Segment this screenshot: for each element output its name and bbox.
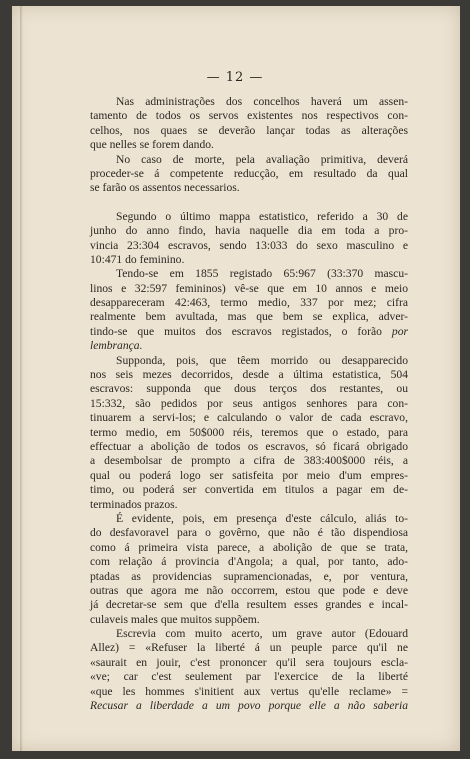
page-number: — 12 — xyxy=(206,70,264,85)
text-line: Supponda, pois, que têem morrido ou desapparecido xyxy=(116,353,408,367)
text-line: nos seis mezes decorridos, desde a última estatistica, 504 xyxy=(90,368,408,382)
text-line: realmente bem avultada, mas que bem se explica, adver- xyxy=(90,310,408,324)
text-line: com relação á provincia d'Angola; a qual, por tanto, ado- xyxy=(90,555,408,569)
text-line: desappareceram 42:463, termo medio, 337 por mez; cifra xyxy=(90,296,408,310)
text-line: Escrevia com muito acerto, um grave autor (Edouard xyxy=(116,627,408,641)
text-line: tamento de todos os servos existentes nos respectivos con- xyxy=(90,109,408,123)
text-line: ptadas as providencias supramencionadas, e, por ventura, xyxy=(90,569,408,583)
paragraph xyxy=(90,512,408,627)
text-line: proceder-se á competente reducção, em resultado da qual xyxy=(90,166,408,180)
text-line: outras que agora me não occorrem, estou que pode e deve xyxy=(90,583,408,597)
text-line: No caso de morte, pela avaliação primitiva, deverá xyxy=(116,152,408,166)
text-line: «ve; car c'est seulement par l'exercice de la liberté xyxy=(90,670,408,684)
text-line: terminados prazos. xyxy=(90,497,178,511)
text-line: É evidente, pois, em presença d'este cálculo, aliás to- xyxy=(116,511,408,525)
paragraph-gap xyxy=(90,196,408,210)
text-line: culaveis males que muitos suppõem. xyxy=(90,612,260,626)
paragraph xyxy=(90,627,408,713)
paragraph xyxy=(90,267,408,353)
page-body-text xyxy=(90,95,408,713)
text-line: 10:471 do feminino. xyxy=(90,252,185,266)
paragraph xyxy=(90,354,408,512)
text-line: termo medio, em 50$000 réis, teremos que o estado, para xyxy=(90,425,408,439)
text-line: «que les hommes s'initient aux vertus qu'elle reclame» = xyxy=(90,684,408,698)
text-line: como á primeira vista parece, a abolição de que se trata, xyxy=(90,540,408,554)
text-line: effectuar a abolição de todos os escravos, só ficará obrigado xyxy=(90,439,408,453)
text-line: a desembolsar de prompto a cifra de 383:400$000 réis, a xyxy=(90,454,408,468)
text-line: linos e 32:597 femininos) vê-se que em 10 annos e meio xyxy=(90,281,408,295)
text-line: celhos, nos quaes se deverão lançar todas as alterações xyxy=(90,123,408,137)
text-line: Nas administrações dos concelhos haverá um assen- xyxy=(116,95,408,108)
paragraph xyxy=(90,153,408,196)
text-line: junho do anno findo, havia naquelle dia em toda a pro- xyxy=(90,224,408,238)
italic-text: Recusar a liberdade a um povo porque elle a não saberia xyxy=(90,699,408,713)
text-line: qual ou poderá logo ser satisfeita por meio d'um empres- xyxy=(90,468,408,482)
paragraph xyxy=(90,95,408,153)
text-line: 15:332, são pedidos por seus antigos senhores para con- xyxy=(90,396,408,410)
text-line: tinuarem a servi-los; e calculando o valor de cada escravo, xyxy=(90,411,408,425)
paragraph xyxy=(90,210,408,268)
text-line: vincia 23:304 escravos, sendo 13:033 do sexo masculino e xyxy=(90,238,408,252)
text-line xyxy=(90,339,408,353)
text-line: tindo-se que muitos dos escravos registados, o forão por xyxy=(90,324,408,338)
page-fold-shadow xyxy=(20,6,23,751)
text-line: que nelles se forem dando. xyxy=(90,138,214,152)
text-line: timo, ou poderá ser convertida em titulos a pagar em de- xyxy=(90,483,408,497)
text-line: Segundo o último mappa estatistico, referido a 30 de xyxy=(116,209,408,223)
text-line: já decretar-se sem que d'ella resultem esses grandes e incal- xyxy=(90,598,408,612)
text-line: escravos: supponda que dous terços dos restantes, ou xyxy=(90,382,408,396)
text-line: Allez) = «Refuser la liberté á un peuple parce qu'il ne xyxy=(90,641,408,655)
text-line: se farão os assentos necessarios. xyxy=(90,181,240,195)
italic-text: por xyxy=(391,324,408,338)
text-line: Tendo-se em 1855 registado 65:967 (33:370 mascu- xyxy=(116,267,408,281)
text-line: «saurait en jouir, c'est prononcer qu'il sera toujours escla- xyxy=(90,655,408,669)
text-line: do desfavoravel para o govêrno, que não é tão dispendiosa xyxy=(90,526,408,540)
text-line xyxy=(90,699,408,713)
italic-text: lembrança. xyxy=(90,339,143,353)
